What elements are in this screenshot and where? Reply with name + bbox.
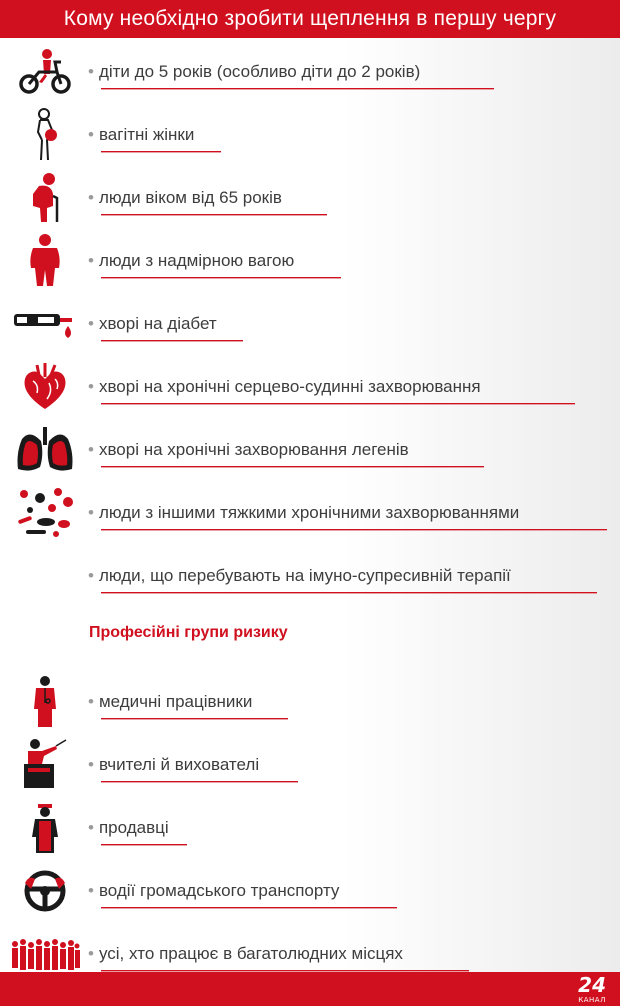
- underline: [101, 151, 221, 152]
- list-item-label: люди з надмірною вагою: [98, 251, 295, 270]
- bullet: •: [88, 125, 94, 144]
- underline: [101, 529, 607, 530]
- list-item-overweight: [0, 233, 620, 289]
- underline: [101, 88, 494, 89]
- bullet: •: [88, 881, 94, 900]
- list-item-label: хворі на діабет: [98, 314, 217, 333]
- channel-24-logo: [578, 974, 606, 1004]
- list-item-children: [0, 44, 620, 100]
- list-item-lungs: [0, 422, 620, 478]
- bullet: •: [88, 566, 94, 585]
- bullet: •: [88, 440, 94, 459]
- underline: [101, 970, 469, 971]
- pregnant-woman-icon: [10, 107, 80, 163]
- list-item-label: діти до 5 років (особливо діти до 2 років): [98, 62, 421, 81]
- list-item-label: вчителі й вихователі: [98, 755, 260, 774]
- list-item-drivers: [0, 863, 620, 919]
- lungs-icon: [10, 422, 80, 478]
- list-item-label: хворі на хронічні захворювання легенів: [98, 440, 409, 459]
- logo-caption: КАНАЛ: [578, 996, 606, 1004]
- list-item-pregnant: [0, 107, 620, 163]
- list-item-label: люди віком від 65 років: [98, 188, 282, 207]
- bullet: •: [88, 755, 94, 774]
- bullet: •: [88, 692, 94, 711]
- underline: [101, 277, 341, 278]
- microbes-icon: [10, 485, 80, 541]
- child-on-balance-bike-icon: [10, 44, 80, 100]
- bullet: •: [88, 944, 94, 963]
- section-title: Професійні групи ризику: [89, 624, 288, 641]
- list-item-cardiovascular: [0, 359, 620, 415]
- elderly-person-with-cane-icon: [10, 170, 80, 226]
- logo-number: 24: [578, 973, 606, 997]
- bullet: •: [88, 251, 94, 270]
- bullet: •: [88, 503, 94, 522]
- underline: [101, 403, 575, 404]
- seller-icon: [10, 800, 80, 856]
- underline: [101, 592, 597, 593]
- list-item-diabetes: [0, 296, 620, 352]
- bullet: •: [88, 62, 94, 81]
- underline: [101, 907, 397, 908]
- list-item-label: медичні працівники: [98, 692, 253, 711]
- footer: [0, 972, 620, 1006]
- steering-wheel-icon: [10, 863, 80, 919]
- bullet: •: [88, 314, 94, 333]
- list-item-sellers: [0, 800, 620, 856]
- underline: [101, 214, 327, 215]
- glucometer-icon: [10, 296, 80, 352]
- list-item-teachers: [0, 737, 620, 793]
- bullet: •: [88, 377, 94, 396]
- bullet: •: [88, 818, 94, 837]
- underline: [101, 718, 288, 719]
- list-item-other-chronic: [0, 485, 620, 541]
- list-item-label: усі, хто працює в багатолюдних місцях: [98, 944, 403, 963]
- list-item-label: продавці: [98, 818, 169, 837]
- underline: [101, 781, 298, 782]
- teacher-icon: [10, 737, 80, 793]
- underline: [101, 844, 187, 845]
- list-item-label: люди, що перебувають на імуно-супресивній терапії: [98, 566, 511, 585]
- list-item-label: вагітні жінки: [98, 125, 195, 144]
- list-item-medical-workers: [0, 674, 620, 730]
- medical-worker-icon: [10, 674, 80, 730]
- list-item-label: водії громадського транспорту: [98, 881, 340, 900]
- list-item-label: хворі на хронічні серцево-судинні захворювання: [98, 377, 481, 396]
- page-title: Кому необхідно зробити щеплення в першу чергу: [0, 0, 620, 38]
- underline: [101, 340, 243, 341]
- overweight-person-icon: [10, 233, 80, 289]
- bullet: •: [88, 188, 94, 207]
- heart-icon: [10, 359, 80, 415]
- list-item-immunosuppressive: [0, 548, 620, 604]
- list-item-elderly: [0, 170, 620, 226]
- underline: [101, 466, 484, 467]
- list-item-label: люди з іншими тяжкими хронічними захворюваннями: [98, 503, 520, 522]
